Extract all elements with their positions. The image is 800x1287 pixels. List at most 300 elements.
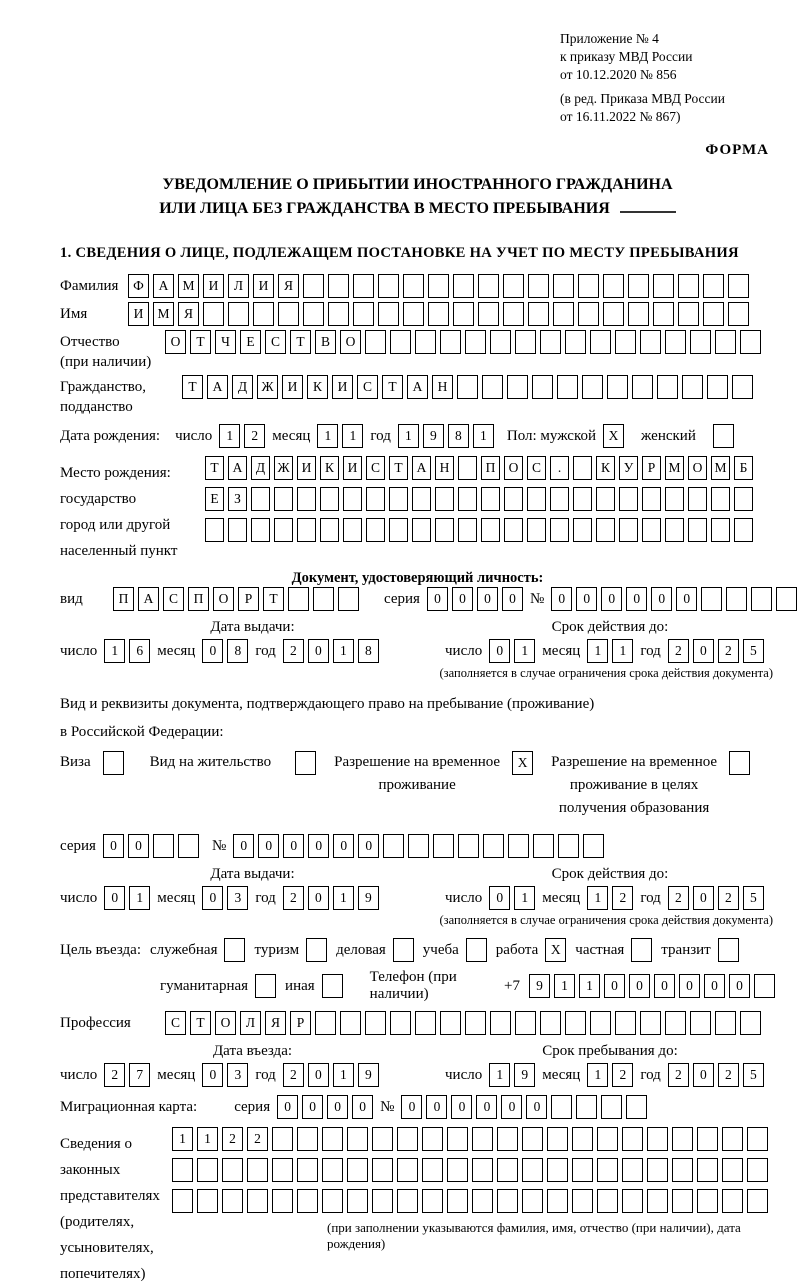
char-box[interactable]: 9 [358, 1063, 379, 1087]
char-box[interactable] [578, 302, 599, 326]
char-box[interactable] [573, 487, 592, 511]
char-box[interactable]: 1 [554, 974, 575, 998]
char-box[interactable] [734, 518, 753, 542]
char-box[interactable]: 2 [668, 639, 689, 663]
char-box[interactable] [481, 487, 500, 511]
char-box[interactable]: О [340, 330, 361, 354]
char-box[interactable] [365, 330, 386, 354]
char-box[interactable] [572, 1189, 593, 1213]
char-box[interactable]: 1 [612, 639, 633, 663]
char-box[interactable] [247, 1158, 268, 1182]
char-box[interactable]: 0 [626, 587, 647, 611]
char-box[interactable] [565, 1011, 586, 1035]
char-box[interactable]: 3 [227, 886, 248, 910]
char-box[interactable] [703, 274, 724, 298]
char-box[interactable]: 9 [514, 1063, 535, 1087]
char-box[interactable]: Я [178, 302, 199, 326]
char-box[interactable]: 0 [654, 974, 675, 998]
char-box[interactable]: 1 [587, 1063, 608, 1087]
char-box[interactable] [740, 1011, 761, 1035]
char-box[interactable] [408, 834, 429, 858]
char-box[interactable] [306, 938, 327, 962]
char-box[interactable]: С [165, 1011, 186, 1035]
char-box[interactable]: Ж [274, 456, 293, 480]
char-box[interactable]: 0 [327, 1095, 348, 1119]
char-box[interactable] [596, 487, 615, 511]
char-box[interactable]: Ж [257, 375, 278, 399]
char-box[interactable]: К [307, 375, 328, 399]
char-box[interactable] [366, 487, 385, 511]
char-box[interactable] [435, 487, 454, 511]
char-box[interactable]: 2 [283, 1063, 304, 1087]
char-box[interactable] [665, 518, 684, 542]
char-box[interactable]: И [332, 375, 353, 399]
char-box[interactable] [228, 518, 247, 542]
char-box[interactable] [678, 302, 699, 326]
char-box[interactable] [297, 518, 316, 542]
char-box[interactable]: Д [251, 456, 270, 480]
char-box[interactable]: 0 [502, 587, 523, 611]
char-box[interactable]: Д [232, 375, 253, 399]
char-box[interactable] [320, 487, 339, 511]
char-box[interactable]: 0 [704, 974, 725, 998]
char-box[interactable] [590, 1011, 611, 1035]
char-box[interactable]: 1 [219, 424, 240, 448]
char-box[interactable]: Т [389, 456, 408, 480]
char-box[interactable]: 9 [423, 424, 444, 448]
char-box[interactable] [458, 518, 477, 542]
char-box[interactable] [754, 974, 775, 998]
char-box[interactable]: 0 [308, 834, 329, 858]
char-box[interactable] [322, 1189, 343, 1213]
char-box[interactable] [353, 302, 374, 326]
char-box[interactable] [628, 302, 649, 326]
char-box[interactable] [540, 330, 561, 354]
char-box[interactable] [747, 1158, 768, 1182]
char-box[interactable] [665, 1011, 686, 1035]
char-box[interactable] [478, 274, 499, 298]
char-box[interactable] [732, 375, 753, 399]
char-box[interactable] [740, 330, 761, 354]
char-box[interactable] [397, 1127, 418, 1151]
char-box[interactable] [366, 518, 385, 542]
char-box[interactable] [515, 330, 536, 354]
char-box[interactable] [622, 1127, 643, 1151]
char-box[interactable]: 1 [398, 424, 419, 448]
char-box[interactable] [472, 1158, 493, 1182]
char-box[interactable] [557, 375, 578, 399]
char-box[interactable] [642, 487, 661, 511]
char-box[interactable]: 8 [448, 424, 469, 448]
char-box[interactable] [320, 518, 339, 542]
char-box[interactable] [453, 302, 474, 326]
char-box[interactable] [504, 487, 523, 511]
char-box[interactable]: И [128, 302, 149, 326]
char-box[interactable]: Т [190, 1011, 211, 1035]
char-box[interactable]: 2 [104, 1063, 125, 1087]
char-box[interactable] [497, 1127, 518, 1151]
char-box[interactable]: 8 [358, 639, 379, 663]
char-box[interactable] [615, 330, 636, 354]
char-box[interactable] [583, 834, 604, 858]
char-box[interactable]: Т [382, 375, 403, 399]
char-box[interactable] [447, 1189, 468, 1213]
char-box[interactable]: 0 [427, 587, 448, 611]
char-box[interactable]: 0 [501, 1095, 522, 1119]
char-box[interactable]: Л [240, 1011, 261, 1035]
char-box[interactable] [665, 330, 686, 354]
char-box[interactable]: Л [228, 274, 249, 298]
char-box[interactable]: 2 [612, 1063, 633, 1087]
char-box[interactable]: 1 [172, 1127, 193, 1151]
char-box[interactable] [390, 330, 411, 354]
char-box[interactable]: 0 [679, 974, 700, 998]
char-box[interactable]: 0 [202, 886, 223, 910]
char-box[interactable] [197, 1158, 218, 1182]
char-box[interactable] [303, 302, 324, 326]
char-box[interactable]: Б [734, 456, 753, 480]
char-box[interactable]: М [711, 456, 730, 480]
char-box[interactable]: 0 [551, 587, 572, 611]
char-box[interactable]: И [282, 375, 303, 399]
char-box[interactable] [596, 518, 615, 542]
char-box[interactable] [632, 375, 653, 399]
char-box[interactable]: С [527, 456, 546, 480]
char-box[interactable]: 0 [258, 834, 279, 858]
char-box[interactable] [628, 274, 649, 298]
char-box[interactable]: И [203, 274, 224, 298]
char-box[interactable] [504, 518, 523, 542]
char-box[interactable] [690, 1011, 711, 1035]
char-box[interactable] [272, 1189, 293, 1213]
char-box[interactable]: Е [205, 487, 224, 511]
char-box[interactable] [697, 1189, 718, 1213]
char-box[interactable] [619, 518, 638, 542]
char-box[interactable] [682, 375, 703, 399]
char-box[interactable]: Н [435, 456, 454, 480]
char-box[interactable] [403, 302, 424, 326]
char-box[interactable]: 0 [103, 834, 124, 858]
char-box[interactable] [565, 330, 586, 354]
char-box[interactable] [483, 834, 504, 858]
char-box[interactable] [576, 1095, 597, 1119]
char-box[interactable]: 9 [358, 886, 379, 910]
char-box[interactable]: 0 [358, 834, 379, 858]
char-box[interactable]: А [138, 587, 159, 611]
char-box[interactable] [472, 1189, 493, 1213]
char-box[interactable] [458, 487, 477, 511]
char-box[interactable]: 5 [743, 1063, 764, 1087]
char-box[interactable]: 0 [308, 639, 329, 663]
char-box[interactable] [703, 302, 724, 326]
char-box[interactable] [103, 751, 124, 775]
char-box[interactable] [615, 1011, 636, 1035]
char-box[interactable] [272, 1158, 293, 1182]
char-box[interactable] [465, 1011, 486, 1035]
char-box[interactable] [528, 274, 549, 298]
char-box[interactable] [572, 1127, 593, 1151]
char-box[interactable] [678, 274, 699, 298]
char-box[interactable] [697, 1127, 718, 1151]
char-box[interactable]: 3 [227, 1063, 248, 1087]
char-box[interactable] [378, 274, 399, 298]
char-box[interactable] [447, 1158, 468, 1182]
char-box[interactable] [453, 274, 474, 298]
char-box[interactable] [178, 834, 199, 858]
char-box[interactable] [297, 1158, 318, 1182]
char-box[interactable]: Т [205, 456, 224, 480]
char-box[interactable]: И [253, 274, 274, 298]
char-box[interactable] [372, 1158, 393, 1182]
char-box[interactable]: 2 [668, 886, 689, 910]
char-box[interactable]: 1 [129, 886, 150, 910]
char-box[interactable] [497, 1189, 518, 1213]
char-box[interactable] [365, 1011, 386, 1035]
char-box[interactable]: О [215, 1011, 236, 1035]
char-box[interactable] [631, 938, 652, 962]
char-box[interactable]: 0 [233, 834, 254, 858]
char-box[interactable] [297, 1189, 318, 1213]
char-box[interactable] [422, 1189, 443, 1213]
char-box[interactable] [251, 487, 270, 511]
char-box[interactable]: 0 [352, 1095, 373, 1119]
char-box[interactable]: К [320, 456, 339, 480]
char-box[interactable] [458, 456, 477, 480]
char-box[interactable] [274, 518, 293, 542]
char-box[interactable] [657, 375, 678, 399]
char-box[interactable]: 0 [452, 587, 473, 611]
char-box[interactable] [347, 1158, 368, 1182]
char-box[interactable] [572, 1158, 593, 1182]
char-box[interactable] [718, 938, 739, 962]
char-box[interactable] [515, 1011, 536, 1035]
char-box[interactable] [672, 1189, 693, 1213]
char-box[interactable] [688, 518, 707, 542]
char-box[interactable] [440, 1011, 461, 1035]
char-box[interactable]: 0 [401, 1095, 422, 1119]
char-box[interactable] [672, 1158, 693, 1182]
char-box[interactable] [622, 1189, 643, 1213]
char-box[interactable] [372, 1189, 393, 1213]
char-box[interactable] [573, 456, 592, 480]
char-box[interactable]: К [596, 456, 615, 480]
char-box[interactable] [527, 487, 546, 511]
char-box[interactable]: П [481, 456, 500, 480]
char-box[interactable] [607, 375, 628, 399]
char-box[interactable] [303, 274, 324, 298]
char-box[interactable] [707, 375, 728, 399]
char-box[interactable] [647, 1127, 668, 1151]
char-box[interactable] [447, 1127, 468, 1151]
char-box[interactable] [272, 1127, 293, 1151]
char-box[interactable] [481, 518, 500, 542]
char-box[interactable]: Т [190, 330, 211, 354]
char-box[interactable]: 0 [604, 974, 625, 998]
char-box[interactable] [224, 938, 245, 962]
char-box[interactable] [372, 1127, 393, 1151]
char-box[interactable] [393, 938, 414, 962]
char-box[interactable]: П [188, 587, 209, 611]
char-box[interactable] [751, 587, 772, 611]
char-box[interactable] [347, 1189, 368, 1213]
char-box[interactable]: 0 [333, 834, 354, 858]
char-box[interactable]: 7 [129, 1063, 150, 1087]
char-box[interactable] [558, 834, 579, 858]
char-box[interactable]: 1 [489, 1063, 510, 1087]
char-box[interactable] [383, 834, 404, 858]
char-box[interactable]: О [213, 587, 234, 611]
char-box[interactable] [527, 518, 546, 542]
char-box[interactable] [422, 1127, 443, 1151]
char-box[interactable] [551, 1095, 572, 1119]
char-box[interactable] [197, 1189, 218, 1213]
char-box[interactable] [340, 1011, 361, 1035]
char-box[interactable] [378, 302, 399, 326]
char-box[interactable] [490, 330, 511, 354]
char-box[interactable] [297, 487, 316, 511]
char-box[interactable] [647, 1189, 668, 1213]
char-box[interactable] [547, 1189, 568, 1213]
char-box[interactable]: 1 [587, 886, 608, 910]
char-box[interactable] [274, 487, 293, 511]
char-box[interactable]: 1 [514, 886, 535, 910]
char-box[interactable] [343, 487, 362, 511]
char-box[interactable]: 2 [718, 886, 739, 910]
char-box[interactable] [653, 274, 674, 298]
char-box[interactable] [251, 518, 270, 542]
char-box[interactable]: 0 [476, 1095, 497, 1119]
char-box[interactable] [295, 751, 316, 775]
char-box[interactable] [715, 1011, 736, 1035]
char-box[interactable] [653, 302, 674, 326]
char-box[interactable] [728, 274, 749, 298]
char-box[interactable] [172, 1189, 193, 1213]
char-box[interactable] [665, 487, 684, 511]
char-box[interactable] [347, 1127, 368, 1151]
char-box[interactable]: 1 [514, 639, 535, 663]
char-box[interactable] [722, 1127, 743, 1151]
char-box[interactable] [722, 1158, 743, 1182]
char-box[interactable] [722, 1189, 743, 1213]
char-box[interactable] [415, 330, 436, 354]
char-box[interactable]: 0 [302, 1095, 323, 1119]
char-box[interactable] [412, 487, 431, 511]
char-box[interactable] [603, 302, 624, 326]
char-box[interactable]: 2 [612, 886, 633, 910]
char-box[interactable] [478, 302, 499, 326]
char-box[interactable]: 1 [579, 974, 600, 998]
char-box[interactable] [711, 518, 730, 542]
char-box[interactable] [647, 1158, 668, 1182]
char-box[interactable]: А [407, 375, 428, 399]
char-box[interactable] [522, 1127, 543, 1151]
char-box[interactable] [433, 834, 454, 858]
char-box[interactable]: Я [265, 1011, 286, 1035]
char-box[interactable] [322, 974, 343, 998]
char-box[interactable]: 0 [202, 639, 223, 663]
char-box[interactable]: Р [290, 1011, 311, 1035]
char-box[interactable]: 0 [576, 587, 597, 611]
char-box[interactable]: X [545, 938, 566, 962]
char-box[interactable]: Ч [215, 330, 236, 354]
char-box[interactable]: Ф [128, 274, 149, 298]
char-box[interactable]: 0 [128, 834, 149, 858]
char-box[interactable]: . [550, 456, 569, 480]
char-box[interactable] [440, 330, 461, 354]
char-box[interactable] [422, 1158, 443, 1182]
char-box[interactable] [228, 302, 249, 326]
char-box[interactable] [522, 1189, 543, 1213]
char-box[interactable] [550, 518, 569, 542]
char-box[interactable] [622, 1158, 643, 1182]
char-box[interactable]: У [619, 456, 638, 480]
char-box[interactable] [328, 302, 349, 326]
char-box[interactable] [715, 330, 736, 354]
char-box[interactable]: 0 [676, 587, 697, 611]
char-box[interactable] [688, 487, 707, 511]
char-box[interactable] [203, 302, 224, 326]
char-box[interactable]: 2 [718, 639, 739, 663]
char-box[interactable]: 1 [197, 1127, 218, 1151]
char-box[interactable] [457, 375, 478, 399]
char-box[interactable]: 1 [317, 424, 338, 448]
char-box[interactable] [412, 518, 431, 542]
char-box[interactable] [353, 274, 374, 298]
char-box[interactable] [328, 274, 349, 298]
char-box[interactable] [415, 1011, 436, 1035]
char-box[interactable] [713, 424, 734, 448]
char-box[interactable] [497, 1158, 518, 1182]
char-box[interactable] [503, 274, 524, 298]
char-box[interactable] [582, 375, 603, 399]
char-box[interactable] [222, 1189, 243, 1213]
char-box[interactable] [578, 274, 599, 298]
char-box[interactable] [507, 375, 528, 399]
char-box[interactable] [640, 330, 661, 354]
char-box[interactable]: 0 [651, 587, 672, 611]
char-box[interactable] [322, 1158, 343, 1182]
char-box[interactable]: 2 [247, 1127, 268, 1151]
char-box[interactable]: З [228, 487, 247, 511]
char-box[interactable] [747, 1189, 768, 1213]
char-box[interactable]: Т [182, 375, 203, 399]
char-box[interactable] [472, 1127, 493, 1151]
char-box[interactable]: 2 [244, 424, 265, 448]
char-box[interactable]: 1 [473, 424, 494, 448]
char-box[interactable] [428, 274, 449, 298]
char-box[interactable] [553, 302, 574, 326]
char-box[interactable]: С [163, 587, 184, 611]
char-box[interactable]: 5 [743, 886, 764, 910]
char-box[interactable] [247, 1189, 268, 1213]
char-box[interactable] [153, 834, 174, 858]
char-box[interactable]: М [178, 274, 199, 298]
char-box[interactable] [315, 1011, 336, 1035]
char-box[interactable] [288, 587, 309, 611]
char-box[interactable]: 0 [693, 886, 714, 910]
char-box[interactable]: Н [432, 375, 453, 399]
char-box[interactable]: 0 [489, 639, 510, 663]
char-box[interactable]: П [113, 587, 134, 611]
char-box[interactable]: 1 [104, 639, 125, 663]
char-box[interactable]: 1 [587, 639, 608, 663]
char-box[interactable]: С [265, 330, 286, 354]
char-box[interactable]: 0 [629, 974, 650, 998]
char-box[interactable]: 8 [227, 639, 248, 663]
char-box[interactable]: В [315, 330, 336, 354]
char-box[interactable] [547, 1127, 568, 1151]
char-box[interactable] [397, 1158, 418, 1182]
